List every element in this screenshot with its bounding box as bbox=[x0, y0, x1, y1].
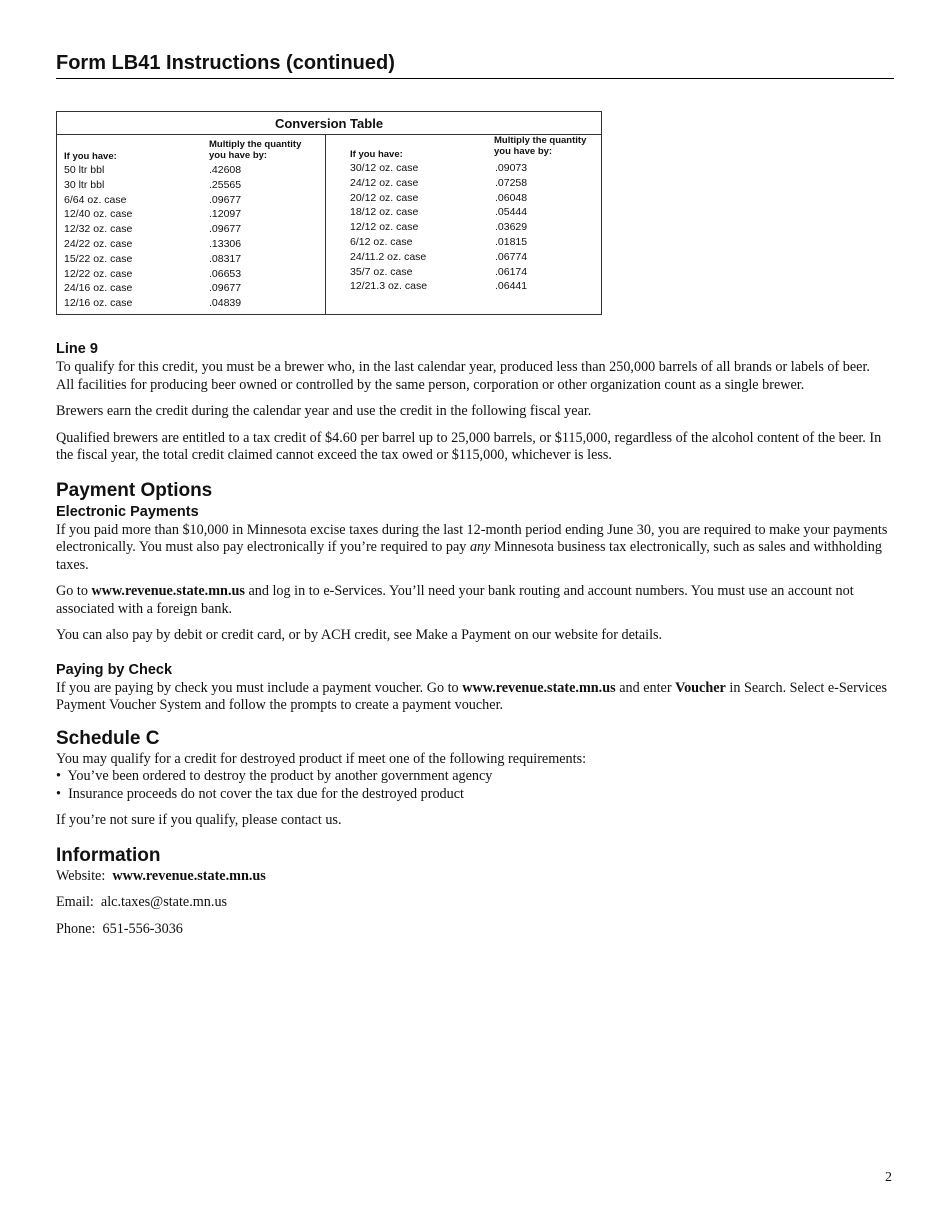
line9-paragraph-3: Qualified brewers are entitled to a tax credit of $4.60 per barrel up to 25,000 barrels, or $115,000, regardless of the alcohol content of the beer. In the fiscal year, the total credit claimed cannot exceed the tax owed or $115,000, whichever is less. bbox=[56, 429, 882, 463]
info-website: Website: www.revenue.state.mn.us bbox=[56, 867, 266, 884]
page-title: Form LB41 Instructions (continued) bbox=[56, 52, 894, 79]
electronic-paragraph-1: If you paid more than $10,000 in Minnesota excise taxes during the last 12-month period ending June 30, you are required to make your payments electronically. You must also pay electronically if you’re required to pay any Minnesota business tax electronically, such as sales and withholding taxes. bbox=[56, 521, 888, 573]
revenue-website-link[interactable]: www.revenue.state.mn.us bbox=[91, 583, 245, 599]
multiplier-value: .07258 bbox=[495, 176, 528, 189]
schedule-c-intro: You may qualify for a credit for destroyed product if meet one of the following requirements: bbox=[56, 750, 587, 767]
information-heading: Information bbox=[56, 844, 161, 866]
revenue-website-link[interactable]: www.revenue.state.mn.us bbox=[462, 679, 616, 696]
line9-paragraph-2: Brewers earn the credit during the calendar year and use the credit in the following fiscal year. bbox=[56, 403, 592, 419]
schedule-c-outro: If you’re not sure if you qualify, please contact us. bbox=[56, 812, 342, 828]
check-paragraph: If you are paying by check you must include a payment voucher. Go to www.revenue.state.mn.us and enter Voucher in Search. Select e-Services Payment Voucher System and follow the prompts to create a payment voucher. bbox=[56, 679, 887, 713]
main-content bbox=[56, 340, 888, 938]
multiplier-value: .09677 bbox=[209, 223, 242, 236]
multiplier-value: .06441 bbox=[495, 280, 528, 293]
container-type: 12/32 oz. case bbox=[64, 223, 133, 236]
conversion-row bbox=[350, 205, 601, 220]
container-type: 35/7 oz. case bbox=[350, 265, 413, 278]
container-type: 30/12 oz. case bbox=[350, 162, 419, 174]
electronic-paragraph-2: Go to www.revenue.state.mn.us and log in to e-Services. You’ll need your bank routing and account numbers. You must use an account not associated with a foreign bank. bbox=[56, 583, 854, 617]
container-type: 20/12 oz. case bbox=[350, 191, 419, 204]
container-type: 6/64 oz. case bbox=[64, 193, 127, 206]
conversion-row bbox=[350, 235, 601, 250]
container-type: 24/22 oz. case bbox=[64, 237, 133, 250]
multiplier-value: .01815 bbox=[495, 235, 528, 248]
container-type: 15/22 oz. case bbox=[64, 252, 133, 265]
container-type: 12/40 oz. case bbox=[64, 208, 133, 221]
container-type: 30 ltr bbl bbox=[64, 178, 105, 191]
line9-paragraph-1: To qualify for this credit, you must be a brewer who, in the last calendar year, produced less than 250,000 barrels of all brands or labels of beer. All facilities for producing beer owned or controlled by the same person, corporation or other organization count as a single brewer. bbox=[56, 359, 870, 393]
container-type: 24/12 oz. case bbox=[350, 176, 419, 189]
info-phone-value: 651-556-3036 bbox=[102, 920, 183, 937]
multiplier-value: .42608 bbox=[209, 164, 242, 176]
multiplier-value: .09073 bbox=[495, 162, 528, 174]
conversion-row bbox=[64, 267, 325, 282]
multiplier-value: .04839 bbox=[209, 297, 242, 310]
line9-heading: Line 9 bbox=[56, 341, 98, 357]
multiplier-value: .09677 bbox=[209, 282, 242, 295]
left-have-header: If you have: bbox=[64, 151, 117, 162]
container-type: 6/12 oz. case bbox=[350, 235, 413, 248]
multiplier-value: .06048 bbox=[495, 191, 528, 204]
multiplier-value: .08317 bbox=[209, 252, 242, 265]
container-type: 12/21.3 oz. case bbox=[350, 280, 428, 293]
container-type: 50 ltr bbl bbox=[64, 164, 105, 176]
multiplier-value: .05444 bbox=[495, 206, 528, 219]
conversion-row bbox=[64, 193, 325, 208]
conversion-table-right-column bbox=[325, 135, 601, 314]
conversion-row bbox=[64, 163, 325, 178]
info-phone: Phone: 651-556-3036 bbox=[56, 920, 183, 937]
conversion-row bbox=[350, 265, 601, 280]
schedule-c-bullet: • You’ve been ordered to destroy the product by another government agency bbox=[56, 768, 493, 784]
page-header bbox=[56, 52, 894, 79]
left-multiply-header: Multiply the quantity you have by: bbox=[209, 139, 302, 161]
multiplier-value: .03629 bbox=[495, 221, 528, 234]
electronic-payments-heading: Electronic Payments bbox=[56, 503, 199, 520]
multiplier-value: .06774 bbox=[495, 250, 528, 263]
multiplier-value: .09677 bbox=[209, 193, 242, 206]
conversion-row bbox=[64, 296, 325, 311]
container-type: 24/16 oz. case bbox=[64, 282, 133, 295]
conversion-table-title: Conversion Table bbox=[57, 112, 601, 135]
left-rows bbox=[64, 163, 325, 311]
info-email: Email: alc.taxes@state.mn.us bbox=[56, 894, 228, 910]
conversion-table-left-column bbox=[57, 135, 325, 314]
container-type: 18/12 oz. case bbox=[350, 206, 419, 219]
conversion-row bbox=[64, 222, 325, 237]
conversion-row bbox=[64, 237, 325, 252]
container-type: 24/11.2 oz. case bbox=[350, 250, 427, 263]
schedule-c-bullet: • Insurance proceeds do not cover the tax due for the destroyed product bbox=[56, 785, 464, 802]
conversion-row bbox=[350, 176, 601, 191]
conversion-row bbox=[350, 161, 601, 176]
info-website-link[interactable]: www.revenue.state.mn.us bbox=[112, 867, 266, 884]
right-have-header: If you have: bbox=[350, 149, 403, 160]
multiplier-value: .06653 bbox=[209, 267, 242, 280]
conversion-row bbox=[350, 191, 601, 206]
conversion-row bbox=[350, 250, 601, 265]
multiplier-value: .12097 bbox=[209, 208, 242, 221]
container-type: 12/22 oz. case bbox=[64, 267, 133, 280]
right-rows bbox=[350, 161, 601, 294]
multiplier-value: .25565 bbox=[209, 178, 242, 191]
conversion-table bbox=[56, 111, 602, 315]
page-number: 2 bbox=[885, 1170, 892, 1185]
container-type: 12/12 oz. case bbox=[350, 221, 419, 234]
paying-by-check-heading: Paying by Check bbox=[56, 661, 173, 678]
info-email-link[interactable]: alc.taxes@state.mn.us bbox=[100, 894, 228, 910]
conversion-row bbox=[64, 281, 325, 296]
multiplier-value: .13306 bbox=[209, 237, 242, 250]
conversion-row bbox=[64, 252, 325, 267]
conversion-row bbox=[64, 178, 325, 193]
conversion-row bbox=[350, 279, 601, 294]
container-type: 12/16 oz. case bbox=[64, 297, 133, 310]
schedule-c-heading: Schedule C bbox=[56, 727, 160, 749]
multiplier-value: .06174 bbox=[495, 265, 528, 278]
conversion-row bbox=[64, 207, 325, 222]
right-multiply-header: Multiply the quantity you have by: bbox=[494, 135, 587, 157]
payment-options-heading: Payment Options bbox=[56, 479, 213, 501]
conversion-row bbox=[350, 220, 601, 235]
electronic-paragraph-3: You can also pay by debit or credit card, or by ACH credit, see Make a Payment on our website for details. bbox=[56, 627, 663, 643]
